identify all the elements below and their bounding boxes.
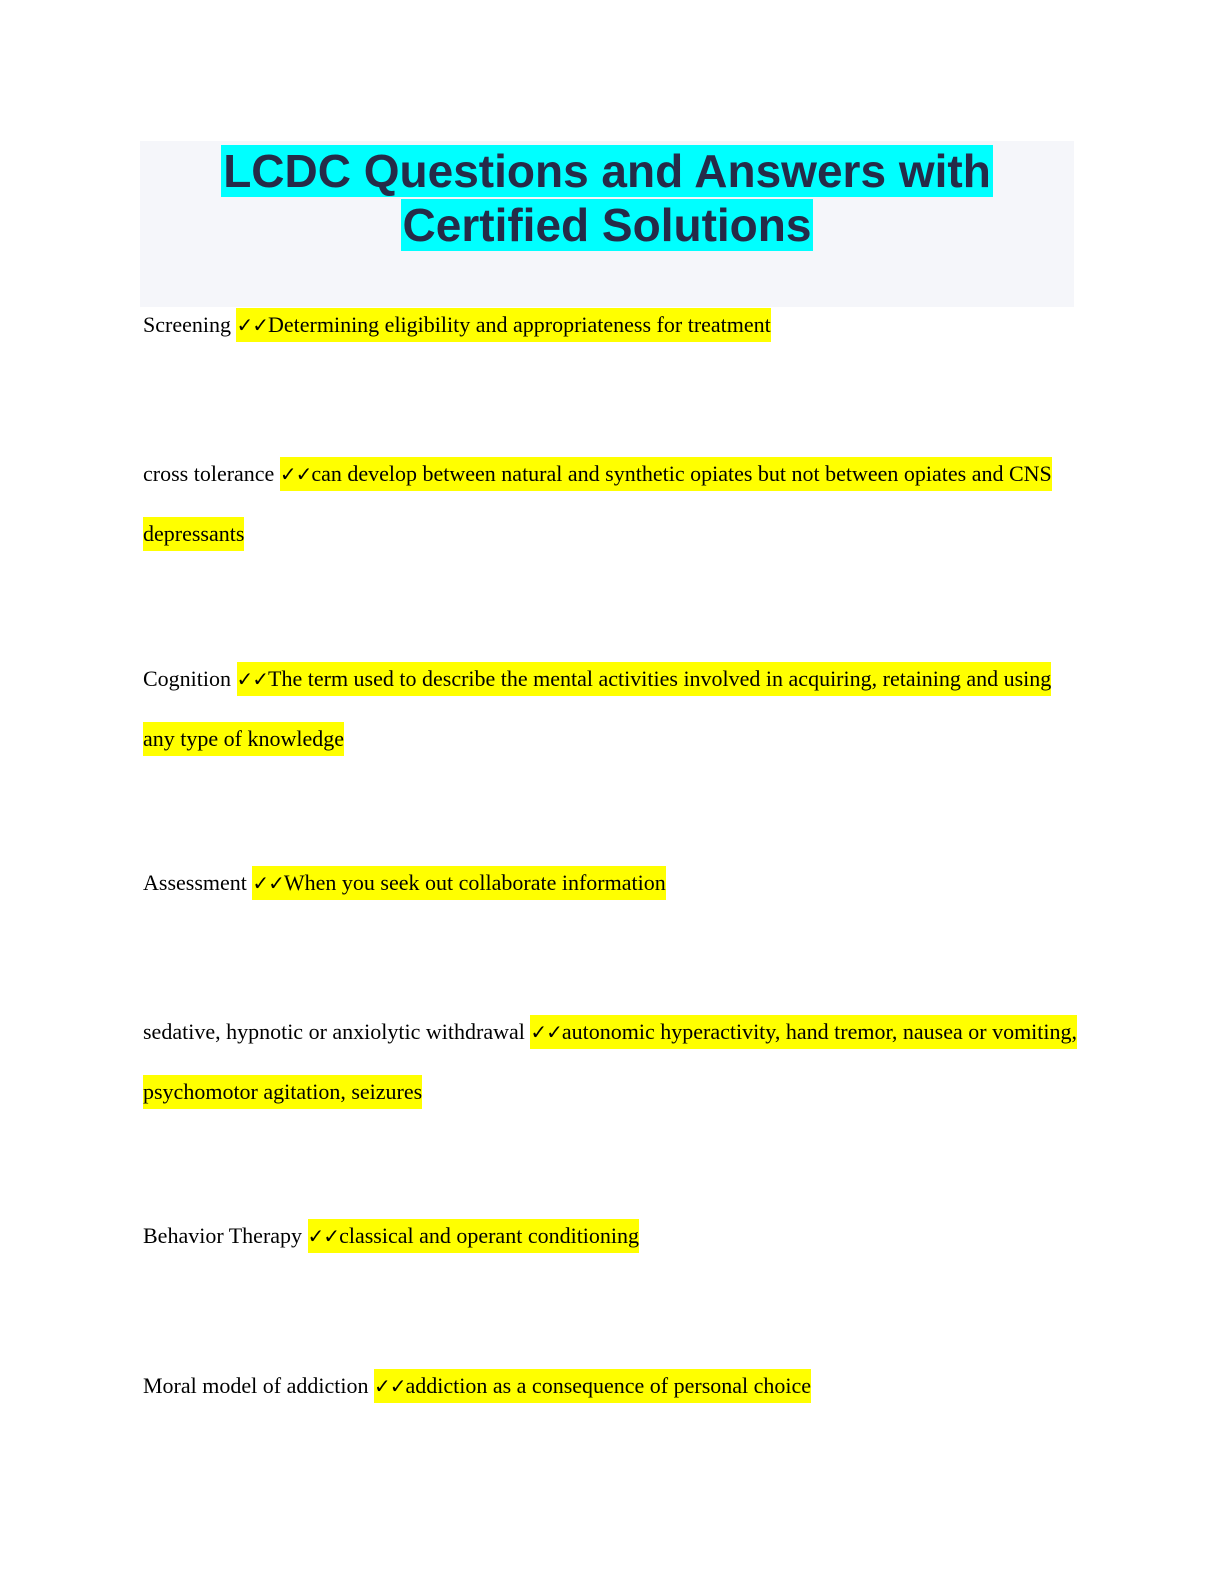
answer-highlight	[374, 1369, 811, 1403]
double-check-icon: ✓✓	[236, 313, 268, 337]
double-check-icon: ✓✓	[279, 462, 312, 486]
double-check-icon: ✓✓	[252, 871, 284, 895]
term: sedative, hypnotic or anxiolytic withdrawal	[143, 1019, 525, 1044]
answer: addiction as a consequence of personal choice	[405, 1373, 812, 1398]
qa-entry-cognition	[143, 649, 1083, 768]
answer: classical and operant conditioning	[339, 1223, 640, 1248]
answer-highlight	[143, 662, 1051, 756]
title-line-2: Certified Solutions	[402, 199, 812, 251]
answer: autonomic hyperactivity, hand tremor, nausea or vomiting, psychomotor agitation, seizures	[143, 1019, 1078, 1104]
answer-highlight	[252, 866, 665, 900]
answer: can develop between natural and synthetic opiates but not between opiates and CNS depressants	[143, 461, 1052, 546]
term: Screening	[143, 312, 231, 337]
qa-entry-screening	[143, 295, 1083, 355]
term: Moral model of addiction	[143, 1373, 369, 1398]
qa-entry-assessment	[143, 853, 1083, 913]
double-check-icon: ✓✓	[236, 667, 269, 691]
qa-entry-sedative-withdrawal	[143, 1002, 1083, 1121]
title-line-1: LCDC Questions and Answers with	[223, 145, 991, 197]
document-title	[140, 141, 1074, 252]
answer: Determining eligibility and appropriateness for treatment	[267, 312, 771, 337]
qa-entry-cross-tolerance	[143, 444, 1083, 563]
qa-entry-moral-model	[143, 1356, 1083, 1416]
double-check-icon: ✓✓	[307, 1224, 340, 1248]
answer-highlight	[308, 1219, 639, 1253]
qa-entry-behavior-therapy	[143, 1206, 1083, 1266]
answer: The term used to describe the mental activities involved in acquiring, retaining and using any type of knowledge	[143, 666, 1052, 751]
answer-highlight	[236, 308, 770, 342]
term: Cognition	[143, 666, 232, 691]
title-panel	[140, 141, 1074, 307]
term: Behavior Therapy	[143, 1223, 303, 1248]
answer: When you seek out collaborate information	[283, 870, 666, 895]
double-check-icon: ✓✓	[530, 1020, 562, 1044]
term: Assessment	[143, 870, 247, 895]
answer-highlight	[143, 457, 1052, 551]
double-check-icon: ✓✓	[373, 1374, 406, 1398]
term: cross tolerance	[143, 461, 275, 486]
